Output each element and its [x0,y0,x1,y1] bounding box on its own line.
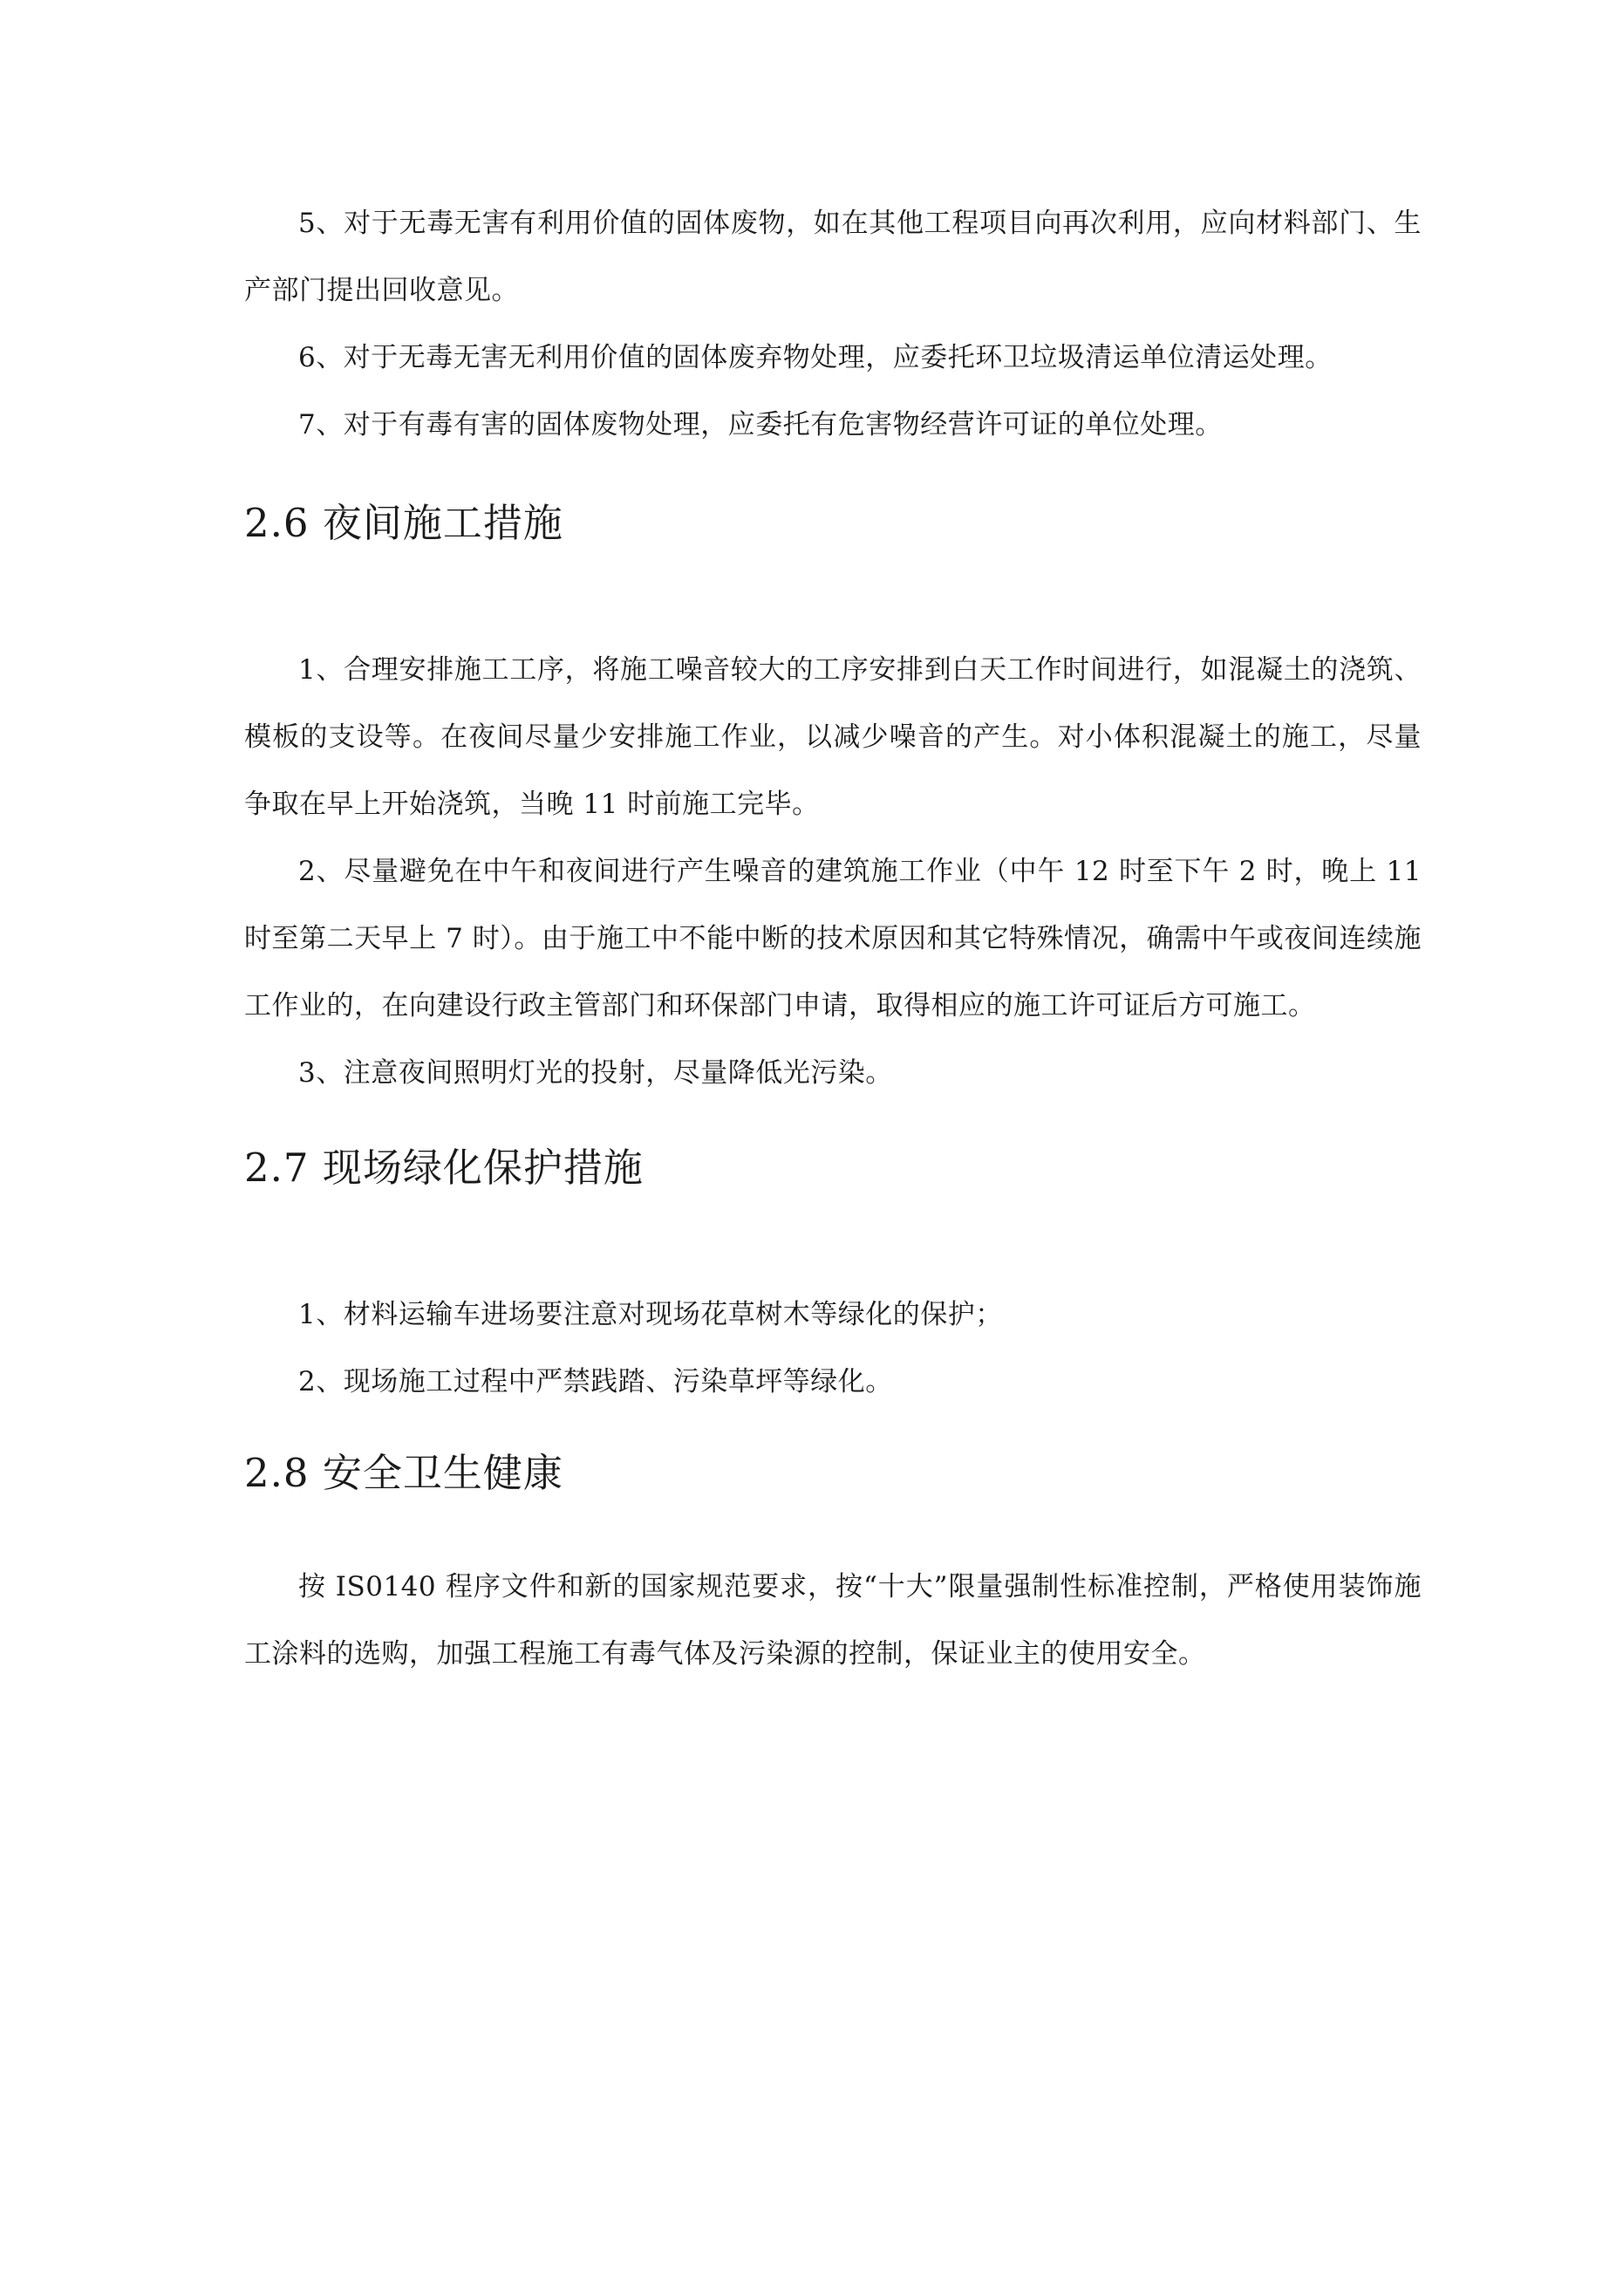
paragraph-night-2: 2、尽量避免在中午和夜间进行产生噪音的建筑施工作业（中午 12 时至下午 2 时，晚上 11 时至第二天早上 7 时）。由于施工中不能中断的技术原因和其它特殊情况，确需中午或夜间连续施工作业的，在向建设行政主管部门和环保部门申请，取得相应的施工许可证后方可施工。 [244,856,1422,1022]
page-content [244,190,1422,1688]
paragraph-item-6: 6、对于无毒无害无利用价值的固体废弃物处理，应委托环卫垃圾清运单位清运处理。 [298,342,1333,373]
section-heading-2-7: 2.7 现场绿化保护措施 [244,1145,644,1191]
paragraph-green-1: 1、材料运输车进场要注意对现场花草树木等绿化的保护； [298,1299,1003,1330]
paragraph-night-1: 1、合理安排施工工序，将施工噪音较大的工序安排到白天工作时间进行，如混凝土的浇筑、模板的支设等。在夜间尽量少安排施工作业，以减少噪音的产生。对小体积混凝土的施工，尽量争取在早上开始浇筑，当晚 11 时前施工完毕。 [244,654,1422,820]
section-heading-2-8: 2.8 安全卫生健康 [244,1450,563,1496]
paragraph-item-5: 5、对于无毒无害有利用价值的固体废物，如在其他工程项目向再次利用，应向材料部门、生产部门提出回收意见。 [244,208,1422,306]
paragraph-item-7: 7、对于有毒有害的固体废物处理，应委托有危害物经营许可证的单位处理。 [298,409,1223,441]
paragraph-night-3: 3、注意夜间照明灯光的投射，尽量降低光污染。 [298,1057,893,1089]
paragraph-health-1: 按 IS0140 程序文件和新的国家规范要求，按“十大”限量强制性标准控制，严格使用装饰施工涂料的选购，加强工程施工有毒气体及污染源的控制，保证业主的使用安全。 [244,1571,1422,1670]
paragraph-green-2: 2、现场施工过程中严禁践踏、污染草坪等绿化。 [298,1366,893,1397]
section-heading-2-6: 2.6 夜间施工措施 [244,500,563,546]
